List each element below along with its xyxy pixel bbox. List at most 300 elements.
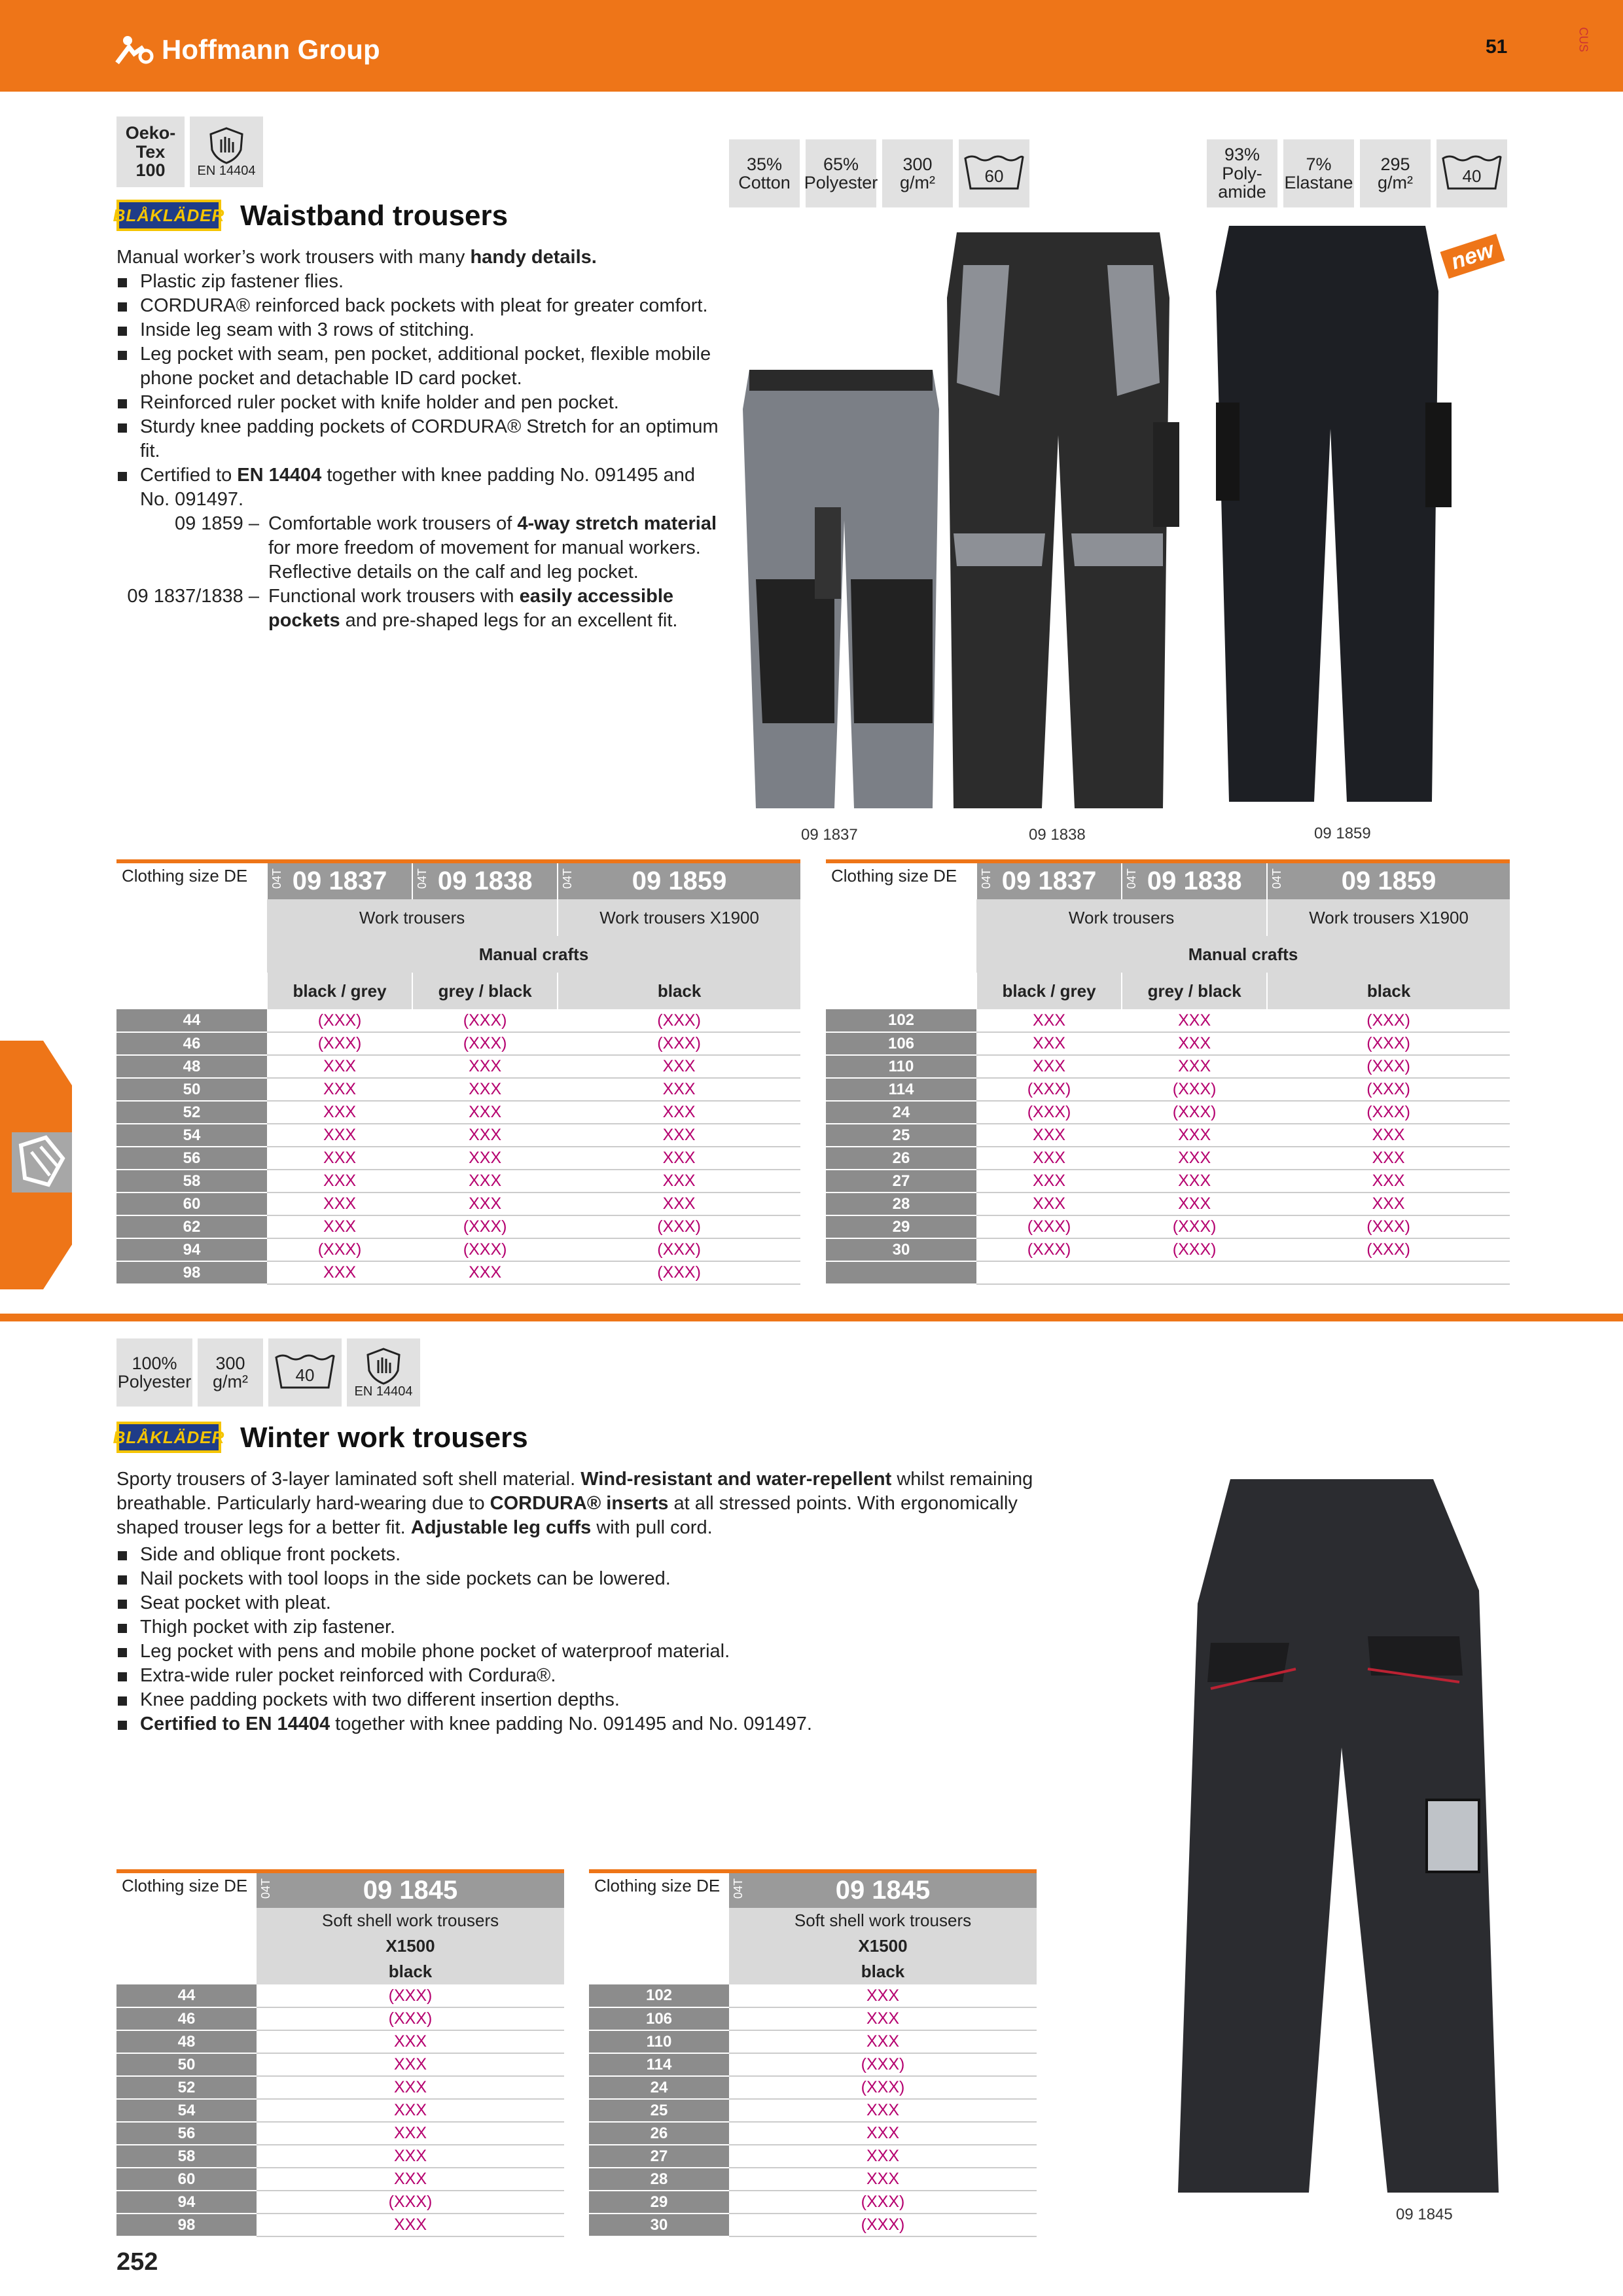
feature-list-2 bbox=[116, 1543, 1085, 1736]
availability-cell[interactable]: XXX bbox=[558, 1170, 800, 1193]
colour-label: black / grey bbox=[976, 973, 1122, 1009]
table-row bbox=[116, 1147, 800, 1170]
table-row bbox=[116, 1124, 800, 1147]
material-badge-polyester: 65% Polyester bbox=[806, 139, 876, 207]
colour-row bbox=[116, 973, 800, 1009]
table-row bbox=[116, 2007, 564, 2030]
size-cell: 50 bbox=[116, 1078, 267, 1101]
wash-40-label: 40 bbox=[1462, 166, 1482, 186]
availability-cell[interactable]: (XXX) bbox=[412, 1215, 558, 1238]
availability-cell[interactable]: (XXX) bbox=[558, 1215, 800, 1238]
availability-cell[interactable]: (XXX) bbox=[976, 1215, 1122, 1238]
availability-cell[interactable]: XXX bbox=[729, 1984, 1037, 2007]
availability-cell[interactable]: XXX bbox=[412, 1193, 558, 1215]
table-row bbox=[116, 1984, 564, 2007]
availability-cell[interactable]: XXX bbox=[729, 2099, 1037, 2122]
table-row bbox=[116, 1055, 800, 1078]
o4-label: 04T bbox=[980, 869, 993, 889]
availability-cell[interactable]: XXX bbox=[1122, 1193, 1267, 1215]
availability-cell[interactable] bbox=[976, 1261, 1122, 1284]
sublabel-row bbox=[116, 1959, 564, 1984]
table-row bbox=[826, 1261, 1510, 1284]
availability-cell[interactable]: XXX bbox=[267, 1193, 412, 1215]
size-cell: 114 bbox=[589, 2053, 729, 2076]
availability-cell[interactable]: XXX bbox=[267, 1215, 412, 1238]
availability-cell[interactable]: (XXX) bbox=[729, 2214, 1037, 2236]
feature-item: Extra-wide ruler pocket reinforced with Cordura®. bbox=[116, 1664, 1085, 1688]
availability-cell[interactable]: (XXX) bbox=[412, 1009, 558, 1032]
colour-label: black bbox=[1267, 973, 1510, 1009]
table-row bbox=[116, 1215, 800, 1238]
availability-cell[interactable]: XXX bbox=[1267, 1193, 1510, 1215]
availability-cell[interactable]: (XXX) bbox=[558, 1009, 800, 1032]
availability-cell[interactable]: XXX bbox=[1122, 1124, 1267, 1147]
sublabel-row bbox=[116, 1908, 564, 1933]
size-header: Clothing size DE bbox=[826, 861, 976, 899]
size-cell: 24 bbox=[589, 2076, 729, 2099]
feature-item-cert: Certified to EN 14404 together with knee padding No. 091495 and No. 091497. bbox=[116, 463, 719, 512]
size-cell: 106 bbox=[826, 1032, 976, 1055]
table-row bbox=[826, 1170, 1510, 1193]
availability-cell[interactable]: (XXX) bbox=[1267, 1215, 1510, 1238]
table-row bbox=[116, 1009, 800, 1032]
size-cell: 44 bbox=[116, 1984, 257, 2007]
size-cell: 56 bbox=[116, 1147, 267, 1170]
variant-1837: 09 1837/1838 – Functional work trousers with easily accessible pockets and pre-shaped legs for an excellent fit. bbox=[127, 586, 678, 631]
oekotex-badge bbox=[116, 117, 185, 187]
size-cell: 46 bbox=[116, 1032, 267, 1055]
table-header-row bbox=[116, 1871, 564, 1908]
oekotex-text: Oeko- Tex 100 bbox=[125, 123, 176, 181]
material-badge-elastane: 7% Elastane bbox=[1283, 139, 1354, 207]
craft-label: Manual crafts bbox=[976, 936, 1510, 973]
blaklader-logo-2: BLÅKLÄDER bbox=[116, 1422, 221, 1453]
availability-cell[interactable]: (XXX) bbox=[1122, 1238, 1267, 1261]
size-cell: 50 bbox=[116, 2053, 257, 2076]
o4-label: 04T bbox=[561, 869, 575, 889]
availability-cell[interactable]: (XXX) bbox=[267, 1238, 412, 1261]
material-badge-cotton: 35% Cotton bbox=[729, 139, 800, 207]
o4-label: 04T bbox=[1125, 869, 1139, 889]
size-cell: 54 bbox=[116, 2099, 257, 2122]
availability-cell[interactable]: XXX bbox=[267, 1170, 412, 1193]
article-code[interactable] bbox=[558, 861, 800, 899]
size-table-2-right bbox=[589, 1869, 1037, 2237]
table-row bbox=[589, 2168, 1037, 2191]
table-row bbox=[116, 2191, 564, 2214]
type-label: Work trousers X1900 bbox=[558, 899, 800, 936]
size-table-right bbox=[826, 859, 1510, 1285]
availability-cell[interactable]: XXX bbox=[257, 2030, 564, 2053]
wash-tub-icon bbox=[274, 1354, 336, 1391]
table-row bbox=[116, 1193, 800, 1215]
wash-40-badge-2 bbox=[268, 1338, 342, 1407]
table-row bbox=[826, 1101, 1510, 1124]
availability-cell[interactable]: (XXX) bbox=[267, 1032, 412, 1055]
size-cell bbox=[826, 1261, 976, 1284]
availability-cell[interactable]: XXX bbox=[558, 1147, 800, 1170]
availability-cell[interactable]: XXX bbox=[976, 1055, 1122, 1078]
glove-shield-icon bbox=[365, 1347, 402, 1385]
colour-row bbox=[826, 973, 1510, 1009]
size-cell: 102 bbox=[826, 1009, 976, 1032]
table-row bbox=[826, 1124, 1510, 1147]
size-table-2-left bbox=[116, 1869, 564, 2237]
availability-cell[interactable]: (XXX) bbox=[1122, 1101, 1267, 1124]
sublabel-row bbox=[589, 1959, 1037, 1984]
availability-cell[interactable]: (XXX) bbox=[729, 2053, 1037, 2076]
caption-091838: 09 1838 bbox=[1029, 826, 1086, 844]
availability-cell[interactable]: XXX bbox=[558, 1124, 800, 1147]
product-image-091859[interactable] bbox=[1209, 219, 1452, 808]
availability-cell[interactable]: (XXX) bbox=[257, 2191, 564, 2214]
table-row bbox=[116, 2122, 564, 2145]
size-header: Clothing size DE bbox=[116, 861, 267, 899]
caption-091859: 09 1859 bbox=[1314, 825, 1371, 842]
size-cell: 28 bbox=[589, 2168, 729, 2191]
size-cell: 60 bbox=[116, 2168, 257, 2191]
category-icon-box bbox=[12, 1132, 72, 1193]
wash-60-badge bbox=[959, 139, 1029, 207]
feature-item-cert: Certified to EN 14404 together with knee padding No. 091495 and No. 091497. bbox=[116, 1712, 1085, 1736]
size-header: Clothing size DE bbox=[116, 1871, 257, 1908]
article-code-text: 09 1859 bbox=[1341, 867, 1436, 895]
table-row bbox=[116, 2099, 564, 2122]
size-table-left bbox=[116, 859, 800, 1285]
table-row bbox=[589, 2099, 1037, 2122]
availability-cell[interactable]: XXX bbox=[267, 1101, 412, 1124]
availability-cell[interactable]: XXX bbox=[1267, 1147, 1510, 1170]
logo-mark-icon bbox=[115, 35, 154, 64]
feature-list bbox=[116, 270, 719, 512]
wash-40-label-2: 40 bbox=[295, 1365, 315, 1385]
type-label: Work trousers bbox=[267, 899, 558, 936]
caption-091845: 09 1845 bbox=[1396, 2206, 1453, 2223]
availability-cell[interactable]: (XXX) bbox=[976, 1078, 1122, 1101]
table-row bbox=[116, 2168, 564, 2191]
size-cell: 29 bbox=[826, 1215, 976, 1238]
feature-item: Side and oblique front pockets. bbox=[116, 1543, 1085, 1567]
availability-cell[interactable]: XXX bbox=[412, 1055, 558, 1078]
sub-label: black bbox=[729, 1959, 1037, 1984]
availability-cell[interactable]: (XXX) bbox=[1122, 1078, 1267, 1101]
type-row bbox=[116, 899, 800, 936]
article-code[interactable] bbox=[729, 1871, 1037, 1908]
availability-cell[interactable]: (XXX) bbox=[412, 1238, 558, 1261]
feature-item: Nail pockets with tool loops in the side pockets can be lowered. bbox=[116, 1567, 1085, 1591]
colour-label: black / grey bbox=[267, 973, 412, 1009]
availability-cell[interactable]: XXX bbox=[267, 1261, 412, 1284]
wash-tub-icon bbox=[1440, 154, 1503, 192]
availability-cell[interactable]: XXX bbox=[257, 2145, 564, 2168]
table-row bbox=[116, 2214, 564, 2236]
size-cell: 106 bbox=[589, 2007, 729, 2030]
trousers-category-icon bbox=[12, 1132, 72, 1193]
sub-label: black bbox=[257, 1959, 564, 1984]
availability-cell[interactable]: XXX bbox=[412, 1078, 558, 1101]
article-code[interactable] bbox=[976, 861, 1122, 899]
size-cell: 25 bbox=[826, 1124, 976, 1147]
feature-item: Thigh pocket with zip fastener. bbox=[116, 1615, 1085, 1640]
type-row bbox=[826, 899, 1510, 936]
availability-cell[interactable]: (XXX) bbox=[976, 1238, 1122, 1261]
feature-item: Sturdy knee padding pockets of CORDURA® Stretch for an optimum fit. bbox=[116, 415, 719, 463]
article-code-text: 09 1838 bbox=[437, 867, 533, 895]
article-code[interactable] bbox=[1267, 861, 1510, 899]
table-row bbox=[116, 2145, 564, 2168]
size-cell: 25 bbox=[589, 2099, 729, 2122]
availability-cell[interactable]: (XXX) bbox=[1267, 1101, 1510, 1124]
size-cell: 102 bbox=[589, 1984, 729, 2007]
availability-cell[interactable]: XXX bbox=[267, 1124, 412, 1147]
availability-cell[interactable]: (XXX) bbox=[412, 1032, 558, 1055]
feature-item: Plastic zip fastener flies. bbox=[116, 270, 719, 294]
sublabel-row bbox=[589, 1933, 1037, 1959]
availability-cell[interactable]: (XXX) bbox=[257, 1984, 564, 2007]
sublabel-row bbox=[116, 1933, 564, 1959]
availability-cell[interactable]: XXX bbox=[257, 2076, 564, 2099]
availability-cell[interactable]: (XXX) bbox=[558, 1238, 800, 1261]
wash-40-badge bbox=[1436, 139, 1507, 207]
article-code[interactable] bbox=[267, 861, 412, 899]
craft-label: Manual crafts bbox=[267, 936, 800, 973]
page-number-top: 51 bbox=[1486, 36, 1508, 58]
size-cell: 94 bbox=[116, 1238, 267, 1261]
table-row bbox=[116, 1101, 800, 1124]
availability-cell[interactable]: XXX bbox=[729, 2030, 1037, 2053]
availability-cell[interactable]: XXX bbox=[558, 1078, 800, 1101]
availability-cell[interactable]: XXX bbox=[412, 1124, 558, 1147]
product-image-091838[interactable] bbox=[937, 226, 1179, 815]
table-row bbox=[116, 2076, 564, 2099]
availability-cell[interactable]: XXX bbox=[412, 1261, 558, 1284]
table-row bbox=[826, 1032, 1510, 1055]
caption-091837: 09 1837 bbox=[801, 826, 858, 844]
availability-cell[interactable]: XXX bbox=[558, 1193, 800, 1215]
article-code[interactable] bbox=[412, 861, 558, 899]
availability-cell[interactable]: XXX bbox=[1267, 1124, 1510, 1147]
size-cell: 48 bbox=[116, 2030, 257, 2053]
table-row bbox=[826, 1193, 1510, 1215]
availability-cell[interactable]: XXX bbox=[267, 1055, 412, 1078]
article-code-text: 09 1859 bbox=[632, 867, 727, 895]
page-number-bottom: 252 bbox=[116, 2248, 158, 2276]
feature-item: Leg pocket with pens and mobile phone pocket of waterproof material. bbox=[116, 1640, 1085, 1664]
sub-label: X1500 bbox=[729, 1933, 1037, 1959]
availability-cell[interactable]: (XXX) bbox=[558, 1032, 800, 1055]
availability-cell[interactable]: XXX bbox=[976, 1170, 1122, 1193]
availability-cell[interactable]: XXX bbox=[257, 2053, 564, 2076]
table-row bbox=[589, 2030, 1037, 2053]
availability-cell[interactable]: XXX bbox=[558, 1101, 800, 1124]
product-image-091845[interactable] bbox=[1171, 1473, 1512, 2206]
article-code-text: 09 1845 bbox=[835, 1876, 931, 1905]
article-code[interactable] bbox=[257, 1871, 564, 1908]
en14404-text-2: EN 14404 bbox=[354, 1384, 413, 1399]
section2-intro: Sporty trousers of 3-layer laminated soft shell material. Wind-resistant and water-repellent whilst remaining breathable. Particularly hard-wearing due to CORDURA® inserts at all stressed points. With ergonomically shaped trouser legs for a better fit. Adjustable leg cuffs with pull cord. bbox=[116, 1469, 1033, 1538]
availability-cell[interactable]: XXX bbox=[976, 1032, 1122, 1055]
availability-cell[interactable]: (XXX) bbox=[1267, 1238, 1510, 1261]
availability-cell[interactable]: XXX bbox=[267, 1147, 412, 1170]
size-cell: 54 bbox=[116, 1124, 267, 1147]
availability-cell[interactable]: (XXX) bbox=[729, 2191, 1037, 2214]
availability-cell[interactable]: (XXX) bbox=[267, 1009, 412, 1032]
availability-cell[interactable]: XXX bbox=[267, 1078, 412, 1101]
availability-cell[interactable]: (XXX) bbox=[257, 2007, 564, 2030]
table-header-row bbox=[116, 861, 800, 899]
table-row bbox=[116, 1170, 800, 1193]
availability-cell[interactable]: (XXX) bbox=[729, 2076, 1037, 2099]
availability-cell[interactable]: XXX bbox=[1122, 1147, 1267, 1170]
availability-cell[interactable]: (XXX) bbox=[1267, 1055, 1510, 1078]
availability-cell[interactable]: (XXX) bbox=[976, 1101, 1122, 1124]
size-cell: 30 bbox=[826, 1238, 976, 1261]
size-cell: 24 bbox=[826, 1101, 976, 1124]
wash-tub-icon bbox=[963, 154, 1026, 192]
article-code-text: 09 1838 bbox=[1147, 867, 1242, 895]
craft-row bbox=[826, 936, 1510, 973]
table-row bbox=[116, 1238, 800, 1261]
type-label: Work trousers bbox=[976, 899, 1267, 936]
section1-description bbox=[116, 245, 719, 633]
table-header-row bbox=[589, 1871, 1037, 1908]
availability-cell[interactable]: (XXX) bbox=[1267, 1032, 1510, 1055]
en14404-text: EN 14404 bbox=[197, 163, 256, 178]
sub-label: Soft shell work trousers bbox=[729, 1908, 1037, 1933]
o4-label: 04T bbox=[732, 1878, 745, 1899]
availability-cell[interactable]: XXX bbox=[257, 2122, 564, 2145]
glove-shield-icon bbox=[208, 126, 245, 164]
availability-cell[interactable]: XXX bbox=[1122, 1055, 1267, 1078]
article-code-text: 09 1837 bbox=[292, 867, 387, 895]
availability-cell[interactable]: (XXX) bbox=[558, 1261, 800, 1284]
colour-label: grey / black bbox=[412, 973, 558, 1009]
availability-cell[interactable]: XXX bbox=[257, 2099, 564, 2122]
section-divider bbox=[0, 1314, 1623, 1321]
o4-label: 04T bbox=[1270, 869, 1284, 889]
hoffmann-logo[interactable] bbox=[115, 34, 380, 65]
table-row bbox=[589, 2145, 1037, 2168]
article-code-text: 09 1837 bbox=[1001, 867, 1097, 895]
material-badge-polyamide: 93% Poly- amide bbox=[1207, 139, 1277, 207]
availability-cell[interactable]: XXX bbox=[257, 2168, 564, 2191]
availability-cell[interactable]: (XXX) bbox=[1267, 1078, 1510, 1101]
size-cell: 46 bbox=[116, 2007, 257, 2030]
section2-title: Winter work trousers bbox=[240, 1422, 528, 1454]
weight-badge-3: 300 g/m² bbox=[198, 1338, 263, 1407]
size-cell: 44 bbox=[116, 1009, 267, 1032]
availability-cell[interactable]: XXX bbox=[412, 1147, 558, 1170]
table-row bbox=[116, 2053, 564, 2076]
availability-cell[interactable]: XXX bbox=[976, 1147, 1122, 1170]
size-cell: 48 bbox=[116, 1055, 267, 1078]
table-row bbox=[116, 1261, 800, 1284]
size-cell: 27 bbox=[589, 2145, 729, 2168]
feature-item: Inside leg seam with 3 rows of stitching. bbox=[116, 318, 719, 342]
product-image-091837[interactable] bbox=[736, 357, 946, 815]
availability-cell[interactable]: XXX bbox=[729, 2122, 1037, 2145]
table-row bbox=[826, 1009, 1510, 1032]
table-row bbox=[826, 1055, 1510, 1078]
availability-cell[interactable]: XXX bbox=[976, 1124, 1122, 1147]
section1-title: Waistband trousers bbox=[240, 200, 508, 232]
size-cell: 62 bbox=[116, 1215, 267, 1238]
availability-cell[interactable]: XXX bbox=[558, 1055, 800, 1078]
size-cell: 26 bbox=[589, 2122, 729, 2145]
table-row bbox=[826, 1078, 1510, 1101]
feature-item: Reinforced ruler pocket with knife holder and pen pocket. bbox=[116, 391, 719, 415]
table-row bbox=[589, 2053, 1037, 2076]
variant-1859: 09 1859 – Comfortable work trousers of 4-way stretch material for more freedom of movement for manual workers. Reflective details on the calf and leg pocket. bbox=[174, 513, 717, 583]
availability-cell[interactable] bbox=[1122, 1261, 1267, 1284]
size-cell: 110 bbox=[589, 2030, 729, 2053]
size-cell: 56 bbox=[116, 2122, 257, 2145]
feature-item: Knee padding pockets with two different insertion depths. bbox=[116, 1688, 1085, 1712]
size-header: Clothing size DE bbox=[589, 1871, 729, 1908]
availability-cell[interactable]: XXX bbox=[1122, 1170, 1267, 1193]
size-cell: 27 bbox=[826, 1170, 976, 1193]
weight-badge: 300 g/m² bbox=[882, 139, 953, 207]
size-cell: 110 bbox=[826, 1055, 976, 1078]
wash-60-label: 60 bbox=[984, 166, 1004, 186]
feature-item: Seat pocket with pleat. bbox=[116, 1591, 1085, 1615]
table-row bbox=[589, 2191, 1037, 2214]
table-row bbox=[116, 2030, 564, 2053]
availability-cell[interactable] bbox=[1267, 1261, 1510, 1284]
size-cell: 29 bbox=[589, 2191, 729, 2214]
table-header-row bbox=[826, 861, 1510, 899]
availability-cell[interactable]: XXX bbox=[976, 1009, 1122, 1032]
availability-cell[interactable]: XXX bbox=[1122, 1009, 1267, 1032]
o4-label: 04T bbox=[259, 1878, 272, 1899]
availability-cell[interactable]: (XXX) bbox=[1122, 1215, 1267, 1238]
table-row bbox=[116, 1032, 800, 1055]
feature-item: Leg pocket with seam, pen pocket, additional pocket, flexible mobile phone pocket and detachable ID card pocket. bbox=[116, 342, 719, 391]
colour-label: black bbox=[558, 973, 800, 1009]
size-cell: 60 bbox=[116, 1193, 267, 1215]
availability-cell[interactable]: XXX bbox=[729, 2168, 1037, 2191]
availability-cell[interactable]: XXX bbox=[1122, 1032, 1267, 1055]
polyester-badge: 100% Polyester bbox=[116, 1338, 192, 1407]
sub-label: Soft shell work trousers bbox=[257, 1908, 564, 1933]
colour-label: grey / black bbox=[1122, 973, 1267, 1009]
availability-cell[interactable]: XXX bbox=[976, 1193, 1122, 1215]
size-cell: 52 bbox=[116, 1101, 267, 1124]
article-code-text: 09 1845 bbox=[363, 1876, 458, 1905]
availability-cell[interactable]: XXX bbox=[729, 2007, 1037, 2030]
availability-cell[interactable]: XXX bbox=[412, 1170, 558, 1193]
availability-cell[interactable]: XXX bbox=[257, 2214, 564, 2236]
o4-label: 04T bbox=[270, 869, 283, 889]
feature-item: CORDURA® reinforced back pockets with pleat for greater comfort. bbox=[116, 294, 719, 318]
size-cell: 26 bbox=[826, 1147, 976, 1170]
size-cell: 98 bbox=[116, 2214, 257, 2236]
size-cell: 52 bbox=[116, 2076, 257, 2099]
availability-cell[interactable]: XXX bbox=[412, 1101, 558, 1124]
table-row bbox=[116, 1078, 800, 1101]
availability-cell[interactable]: (XXX) bbox=[1267, 1009, 1510, 1032]
availability-cell[interactable]: XXX bbox=[1267, 1170, 1510, 1193]
table-row bbox=[589, 2007, 1037, 2030]
size-cell: 98 bbox=[116, 1261, 267, 1284]
weight-badge-2: 295 g/m² bbox=[1360, 139, 1431, 207]
article-code[interactable] bbox=[1122, 861, 1267, 899]
sub-label: X1500 bbox=[257, 1933, 564, 1959]
availability-cell[interactable]: XXX bbox=[729, 2145, 1037, 2168]
table-row bbox=[589, 1984, 1037, 2007]
size-cell: 114 bbox=[826, 1078, 976, 1101]
size-cell: 94 bbox=[116, 2191, 257, 2214]
